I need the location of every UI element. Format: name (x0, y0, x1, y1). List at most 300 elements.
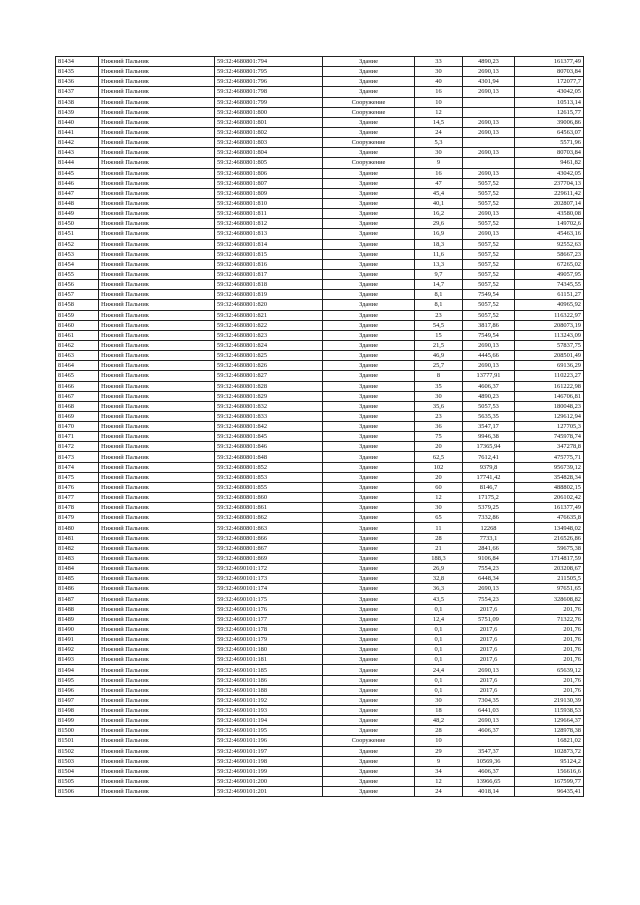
object-type: Здание (323, 584, 415, 594)
object-type: Здание (323, 280, 415, 290)
object-type: Здание (323, 300, 415, 310)
object-type: Здание (323, 178, 415, 188)
settlement-name: Нижний Пальник (99, 361, 215, 371)
rate-value: 9106,84 (463, 553, 515, 563)
cadastral-number: 59:32:4680801:818 (215, 280, 323, 290)
row-number: 81443 (56, 148, 99, 158)
rate-value: 2690,13 (463, 168, 515, 178)
table-row (56, 188, 584, 198)
row-number: 81498 (56, 706, 99, 716)
cadastral-value: 216526,86 (515, 533, 584, 543)
row-number: 81453 (56, 249, 99, 259)
table-row (56, 736, 584, 746)
row-number: 81499 (56, 716, 99, 726)
settlement-name: Нижний Пальник (99, 401, 215, 411)
cadastral-number: 59:32:4680801:819 (215, 290, 323, 300)
area-value: 5,3 (415, 138, 463, 148)
cadastral-value: 69136,29 (515, 361, 584, 371)
area-value: 14,7 (415, 280, 463, 290)
table-row (56, 706, 584, 716)
row-number: 81445 (56, 168, 99, 178)
rate-value: 2017,6 (463, 675, 515, 685)
rate-value: 13777,91 (463, 371, 515, 381)
cadastral-value: 74345,55 (515, 280, 584, 290)
area-value: 25,7 (415, 361, 463, 371)
area-value: 0,1 (415, 685, 463, 695)
settlement-name: Нижний Пальник (99, 138, 215, 148)
area-value: 54,5 (415, 320, 463, 330)
rate-value: 5057,53 (463, 401, 515, 411)
area-value: 28 (415, 726, 463, 736)
object-type: Здание (323, 57, 415, 67)
rate-value: 5057,52 (463, 300, 515, 310)
row-number: 81437 (56, 87, 99, 97)
cadastral-number: 59:32:4680801:807 (215, 178, 323, 188)
rate-value: 5057,52 (463, 178, 515, 188)
row-number: 81438 (56, 97, 99, 107)
cadastral-value: 167599,77 (515, 776, 584, 786)
cadastral-value: 201,76 (515, 675, 584, 685)
table-row (56, 624, 584, 634)
settlement-name: Нижний Пальник (99, 148, 215, 158)
table-row (56, 787, 584, 797)
rate-value (463, 107, 515, 117)
settlement-name: Нижний Пальник (99, 239, 215, 249)
object-type: Здание (323, 361, 415, 371)
table-row (56, 239, 584, 249)
area-value: 14,5 (415, 117, 463, 127)
settlement-name: Нижний Пальник (99, 320, 215, 330)
object-type: Здание (323, 665, 415, 675)
settlement-name: Нижний Пальник (99, 371, 215, 381)
area-value: 8,1 (415, 300, 463, 310)
cadastral-number: 59:32:4690101:193 (215, 706, 323, 716)
settlement-name: Нижний Пальник (99, 229, 215, 239)
rate-value: 12268 (463, 523, 515, 533)
area-value: 24 (415, 127, 463, 137)
area-value: 9,7 (415, 269, 463, 279)
cadastral-value: 5571,96 (515, 138, 584, 148)
rate-value: 3547,37 (463, 746, 515, 756)
cadastral-number: 59:32:4680801:861 (215, 503, 323, 513)
area-value: 16,2 (415, 209, 463, 219)
cadastral-value: 201,76 (515, 624, 584, 634)
object-type: Здание (323, 77, 415, 87)
settlement-name: Нижний Пальник (99, 574, 215, 584)
table-row (56, 695, 584, 705)
object-type: Сооружение (323, 138, 415, 148)
area-value: 12,4 (415, 614, 463, 624)
cadastral-value: 208501,49 (515, 351, 584, 361)
settlement-name: Нижний Пальник (99, 716, 215, 726)
row-number: 81468 (56, 401, 99, 411)
row-number: 81470 (56, 422, 99, 432)
object-type: Здание (323, 320, 415, 330)
object-type: Здание (323, 614, 415, 624)
area-value: 21,5 (415, 340, 463, 350)
rate-value: 13966,65 (463, 776, 515, 786)
row-number: 81491 (56, 635, 99, 645)
area-value: 0,1 (415, 635, 463, 645)
cadastral-value: 115938,53 (515, 706, 584, 716)
area-value: 36 (415, 422, 463, 432)
area-value: 26,9 (415, 564, 463, 574)
cadastral-number: 59:32:4680801:813 (215, 229, 323, 239)
settlement-name: Нижний Пальник (99, 706, 215, 716)
cadastral-number: 59:32:4680801:809 (215, 188, 323, 198)
cadastral-number: 59:32:4690101:185 (215, 665, 323, 675)
object-type: Здание (323, 685, 415, 695)
cadastral-number: 59:32:4680801:824 (215, 340, 323, 350)
table-row (56, 158, 584, 168)
row-number: 81441 (56, 127, 99, 137)
area-value: 0,1 (415, 624, 463, 634)
row-number: 81457 (56, 290, 99, 300)
cadastral-number: 59:32:4680801:829 (215, 391, 323, 401)
object-type: Здание (323, 148, 415, 158)
settlement-name: Нижний Пальник (99, 219, 215, 229)
table-row (56, 604, 584, 614)
cadastral-number: 59:32:4690101:195 (215, 726, 323, 736)
cadastral-number: 59:32:4690101:192 (215, 695, 323, 705)
table-row (56, 77, 584, 87)
row-number: 81492 (56, 645, 99, 655)
row-number: 81480 (56, 523, 99, 533)
object-type: Здание (323, 87, 415, 97)
settlement-name: Нижний Пальник (99, 594, 215, 604)
cadastral-value: 116322,97 (515, 310, 584, 320)
settlement-name: Нижний Пальник (99, 87, 215, 97)
rate-value: 17365,94 (463, 442, 515, 452)
object-type: Здание (323, 371, 415, 381)
cadastral-number: 59:32:4680801:795 (215, 67, 323, 77)
table-row (56, 776, 584, 786)
settlement-name: Нижний Пальник (99, 330, 215, 340)
rate-value: 5379,25 (463, 503, 515, 513)
table-row (56, 584, 584, 594)
cadastral-value: 58667,23 (515, 249, 584, 259)
table-row (56, 503, 584, 513)
settlement-name: Нижний Пальник (99, 432, 215, 442)
settlement-name: Нижний Пальник (99, 391, 215, 401)
cadastral-value: 110223,27 (515, 371, 584, 381)
rate-value: 9379,8 (463, 462, 515, 472)
row-number: 81462 (56, 340, 99, 350)
settlement-name: Нижний Пальник (99, 290, 215, 300)
object-type: Здание (323, 472, 415, 482)
cadastral-number: 59:32:4690101:188 (215, 685, 323, 695)
cadastral-value: 40965,92 (515, 300, 584, 310)
rate-value: 6448,34 (463, 574, 515, 584)
table-row (56, 401, 584, 411)
table-row (56, 391, 584, 401)
cadastral-value: 208073,19 (515, 320, 584, 330)
rate-value: 7549,54 (463, 290, 515, 300)
settlement-name: Нижний Пальник (99, 310, 215, 320)
rate-value: 2690,13 (463, 340, 515, 350)
cadastral-value: 203208,67 (515, 564, 584, 574)
settlement-name: Нижний Пальник (99, 178, 215, 188)
table-row (56, 320, 584, 330)
table-body (56, 57, 584, 797)
object-type: Здание (323, 209, 415, 219)
object-type: Здание (323, 513, 415, 523)
area-value: 10 (415, 97, 463, 107)
cadastral-value: 201,76 (515, 655, 584, 665)
cadastral-number: 59:32:4680801:794 (215, 57, 323, 67)
cadastral-value: 64563,07 (515, 127, 584, 137)
table-row (56, 432, 584, 442)
area-value: 0,1 (415, 675, 463, 685)
area-value: 30 (415, 148, 463, 158)
area-value: 188,3 (415, 553, 463, 563)
row-number: 81449 (56, 209, 99, 219)
cadastral-number: 59:32:4690101:178 (215, 624, 323, 634)
cadastral-number: 59:32:4690101:200 (215, 776, 323, 786)
table-row (56, 746, 584, 756)
cadastral-number: 59:32:4690101:197 (215, 746, 323, 756)
cadastral-value: 745978,74 (515, 432, 584, 442)
table-row (56, 493, 584, 503)
rate-value (463, 138, 515, 148)
rate-value: 6441,03 (463, 706, 515, 716)
rate-value: 8146,7 (463, 482, 515, 492)
cadastral-value: 113243,09 (515, 330, 584, 340)
cadastral-value: 96435,41 (515, 787, 584, 797)
cadastral-number: 59:32:4680801:866 (215, 533, 323, 543)
rate-value: 7612,41 (463, 452, 515, 462)
row-number: 81458 (56, 300, 99, 310)
cadastral-number: 59:32:4680801:845 (215, 432, 323, 442)
area-value: 29,6 (415, 219, 463, 229)
cadastral-number: 59:32:4690101:180 (215, 645, 323, 655)
area-value: 33 (415, 57, 463, 67)
object-type: Здание (323, 756, 415, 766)
rate-value: 2690,13 (463, 117, 515, 127)
rate-value: 17741,42 (463, 472, 515, 482)
row-number: 81476 (56, 482, 99, 492)
cadastral-number: 59:32:4690101:175 (215, 594, 323, 604)
rate-value: 2690,13 (463, 584, 515, 594)
object-type: Здание (323, 340, 415, 350)
cadastral-value: 39006,86 (515, 117, 584, 127)
table-row (56, 442, 584, 452)
row-number: 81444 (56, 158, 99, 168)
cadastral-number: 59:32:4680801:825 (215, 351, 323, 361)
row-number: 81440 (56, 117, 99, 127)
area-value: 9 (415, 756, 463, 766)
rate-value: 4606,37 (463, 766, 515, 776)
row-number: 81500 (56, 726, 99, 736)
table-row (56, 635, 584, 645)
settlement-name: Нижний Пальник (99, 198, 215, 208)
table-row (56, 756, 584, 766)
table-row (56, 462, 584, 472)
table-row (56, 381, 584, 391)
area-value: 23 (415, 411, 463, 421)
rate-value: 2690,13 (463, 361, 515, 371)
area-value: 12 (415, 493, 463, 503)
table-row (56, 371, 584, 381)
area-value: 24 (415, 787, 463, 797)
row-number: 81446 (56, 178, 99, 188)
cadastral-number: 59:32:4680801:853 (215, 472, 323, 482)
object-type: Здание (323, 259, 415, 269)
settlement-name: Нижний Пальник (99, 300, 215, 310)
area-value: 62,5 (415, 452, 463, 462)
cadastral-number: 59:32:4680801:832 (215, 401, 323, 411)
area-value: 45,4 (415, 188, 463, 198)
row-number: 81439 (56, 107, 99, 117)
rate-value: 7554,23 (463, 594, 515, 604)
area-value: 13,3 (415, 259, 463, 269)
area-value: 40 (415, 77, 463, 87)
cadastral-number: 59:32:4680801:828 (215, 381, 323, 391)
table-row (56, 229, 584, 239)
table-row (56, 361, 584, 371)
settlement-name: Нижний Пальник (99, 107, 215, 117)
settlement-name: Нижний Пальник (99, 685, 215, 695)
row-number: 81436 (56, 77, 99, 87)
table-row (56, 138, 584, 148)
rate-value: 7549,54 (463, 330, 515, 340)
settlement-name: Нижний Пальник (99, 127, 215, 137)
area-value: 8 (415, 371, 463, 381)
cadastral-number: 59:32:4680801:822 (215, 320, 323, 330)
row-number: 81489 (56, 614, 99, 624)
table-row (56, 209, 584, 219)
settlement-name: Нижний Пальник (99, 442, 215, 452)
cadastral-value: 156616,6 (515, 766, 584, 776)
table-row (56, 422, 584, 432)
cadastral-number: 59:32:4680801:855 (215, 482, 323, 492)
row-number: 81503 (56, 756, 99, 766)
cadastral-value: 95124,2 (515, 756, 584, 766)
table-row (56, 766, 584, 776)
cadastral-value: 347278,8 (515, 442, 584, 452)
area-value: 21 (415, 543, 463, 553)
cadastral-number: 59:32:4690101:173 (215, 574, 323, 584)
object-type: Здание (323, 401, 415, 411)
row-number: 81474 (56, 462, 99, 472)
settlement-name: Нижний Пальник (99, 57, 215, 67)
settlement-name: Нижний Пальник (99, 766, 215, 776)
cadastral-number: 59:32:4690101:196 (215, 736, 323, 746)
cadastral-number: 59:32:4680801:860 (215, 493, 323, 503)
cadastral-value: 172077,7 (515, 77, 584, 87)
row-number: 81483 (56, 553, 99, 563)
table-row (56, 351, 584, 361)
cadastral-value: 956739,12 (515, 462, 584, 472)
cadastral-value: 43580,08 (515, 209, 584, 219)
area-value: 0,1 (415, 604, 463, 614)
cadastral-value: 201,76 (515, 645, 584, 655)
row-number: 81471 (56, 432, 99, 442)
rate-value: 5057,52 (463, 249, 515, 259)
cadastral-number: 59:32:4690101:177 (215, 614, 323, 624)
area-value: 11 (415, 523, 463, 533)
row-number: 81495 (56, 675, 99, 685)
area-value: 0,1 (415, 655, 463, 665)
row-number: 81504 (56, 766, 99, 776)
table-row (56, 645, 584, 655)
rate-value: 7304,35 (463, 695, 515, 705)
settlement-name: Нижний Пальник (99, 493, 215, 503)
table-row (56, 340, 584, 350)
area-value: 30 (415, 391, 463, 401)
cadastral-value: 10513,14 (515, 97, 584, 107)
cadastral-number: 59:32:4680801:833 (215, 411, 323, 421)
table-row (56, 219, 584, 229)
table-row (56, 564, 584, 574)
settlement-name: Нижний Пальник (99, 381, 215, 391)
cadastral-number: 59:32:4680801:803 (215, 138, 323, 148)
row-number: 81447 (56, 188, 99, 198)
area-value: 20 (415, 472, 463, 482)
row-number: 81466 (56, 381, 99, 391)
settlement-name: Нижний Пальник (99, 584, 215, 594)
row-number: 81455 (56, 269, 99, 279)
table-row (56, 472, 584, 482)
area-value: 36,3 (415, 584, 463, 594)
object-type: Здание (323, 706, 415, 716)
cadastral-value: 146706,81 (515, 391, 584, 401)
rate-value: 4606,37 (463, 726, 515, 736)
settlement-name: Нижний Пальник (99, 411, 215, 421)
object-type: Здание (323, 117, 415, 127)
cadastral-number: 59:32:4680801:806 (215, 168, 323, 178)
object-type: Здание (323, 675, 415, 685)
area-value: 8,1 (415, 290, 463, 300)
area-value: 35,6 (415, 401, 463, 411)
object-type: Здание (323, 787, 415, 797)
cadastral-number: 59:32:4680801:842 (215, 422, 323, 432)
rate-value: 4018,14 (463, 787, 515, 797)
table-row (56, 127, 584, 137)
settlement-name: Нижний Пальник (99, 756, 215, 766)
cadastral-number: 59:32:4680801:863 (215, 523, 323, 533)
cadastral-value: 488802,15 (515, 482, 584, 492)
settlement-name: Нижний Пальник (99, 655, 215, 665)
settlement-name: Нижний Пальник (99, 188, 215, 198)
object-type: Здание (323, 229, 415, 239)
settlement-name: Нижний Пальник (99, 67, 215, 77)
object-type: Здание (323, 391, 415, 401)
object-type: Здание (323, 726, 415, 736)
cadastral-number: 59:32:4690101:174 (215, 584, 323, 594)
object-type: Здание (323, 452, 415, 462)
object-type: Здание (323, 635, 415, 645)
cadastral-number: 59:32:4680801:812 (215, 219, 323, 229)
row-number: 81494 (56, 665, 99, 675)
row-number: 81465 (56, 371, 99, 381)
settlement-name: Нижний Пальник (99, 614, 215, 624)
row-number: 81469 (56, 411, 99, 421)
rate-value: 4301,94 (463, 77, 515, 87)
cadastral-number: 59:32:4680801:852 (215, 462, 323, 472)
settlement-name: Нижний Пальник (99, 776, 215, 786)
row-number: 81460 (56, 320, 99, 330)
row-number: 81461 (56, 330, 99, 340)
cadastral-value: 476635,8 (515, 513, 584, 523)
object-type: Здание (323, 239, 415, 249)
area-value: 102 (415, 462, 463, 472)
table-row (56, 543, 584, 553)
object-type: Здание (323, 574, 415, 584)
rate-value (463, 158, 515, 168)
table-row (56, 452, 584, 462)
object-type: Здание (323, 645, 415, 655)
